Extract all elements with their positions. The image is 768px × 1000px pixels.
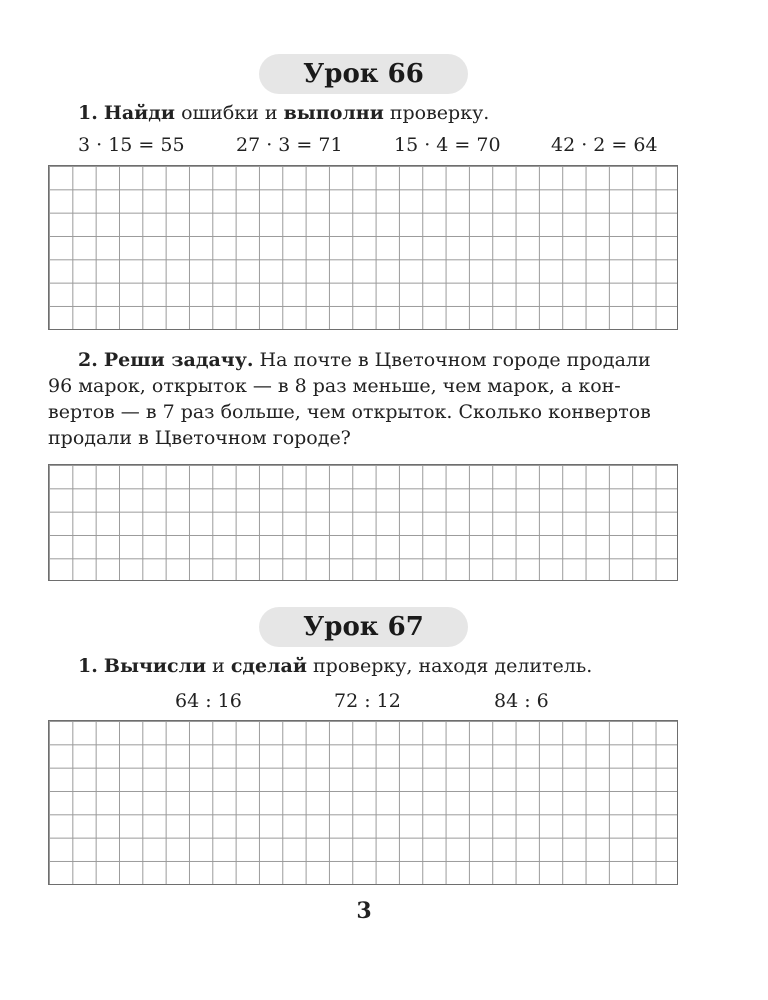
lesson-66-expressions — [0, 132, 768, 158]
task-text: На почте в Цветочном городе продали — [259, 349, 651, 371]
expression: 15 · 4 = 70 — [394, 134, 501, 156]
task-number: 1. — [78, 102, 98, 124]
task-text: проверку, находя делитель. — [313, 655, 593, 677]
lesson-66-task-2 — [48, 347, 678, 451]
expression: 42 · 2 = 64 — [551, 134, 658, 156]
answer-grid-3[interactable] — [48, 720, 678, 885]
task-verb: Найди — [103, 102, 176, 124]
task-number: 2. — [78, 349, 98, 371]
expression: 64 : 16 — [175, 690, 242, 712]
task-line — [48, 347, 678, 373]
task-line: вертов — в 7 раз больше, чем открыток. Сколько конвертов — [48, 401, 651, 423]
task-text: ошибки и — [181, 102, 278, 124]
lesson-67-title: Урок 67 — [259, 607, 468, 647]
answer-grid-2[interactable] — [48, 464, 678, 581]
expression: 3 · 15 = 55 — [78, 134, 185, 156]
task-text: и — [212, 655, 225, 677]
expression: 84 : 6 — [494, 690, 549, 712]
lesson-66-title: Урок 66 — [259, 54, 468, 94]
answer-grid-1[interactable] — [48, 165, 678, 330]
task-label: Реши задачу. — [103, 349, 254, 371]
task-line: 96 марок, открыток — в 8 раз меньше, чем марок, а кон- — [48, 375, 621, 397]
task-verb: выполни — [283, 102, 384, 124]
task-verb: Вычисли — [103, 655, 207, 677]
lesson-66-task-1 — [48, 100, 738, 126]
lesson-67-task-1 — [48, 653, 738, 679]
expression: 27 · 3 = 71 — [236, 134, 343, 156]
task-verb: сделай — [230, 655, 307, 677]
lesson-67-expressions — [0, 688, 768, 714]
expression: 72 : 12 — [334, 690, 401, 712]
page-number: 3 — [356, 898, 372, 924]
task-text: проверку. — [389, 102, 490, 124]
task-number: 1. — [78, 655, 98, 677]
task-line: продали в Цветочном городе? — [48, 427, 351, 449]
